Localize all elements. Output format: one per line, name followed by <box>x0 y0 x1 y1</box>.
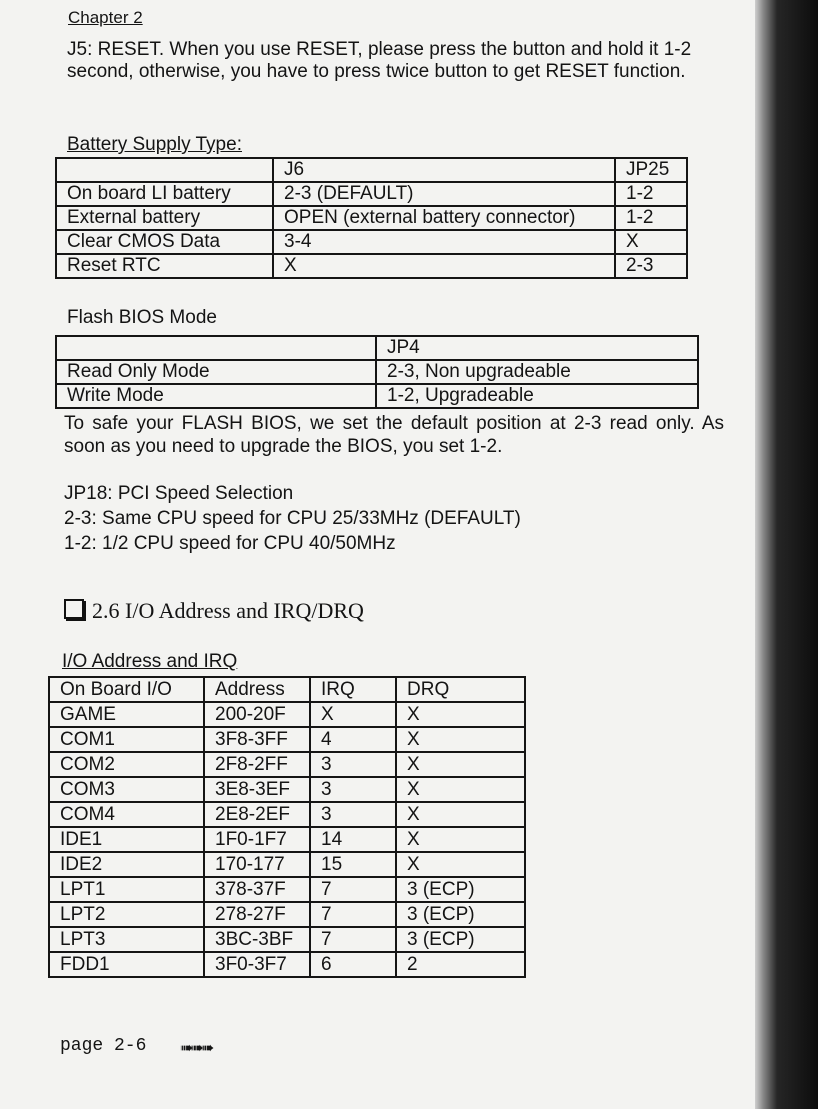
table-cell <box>56 336 376 360</box>
table-row <box>49 952 525 977</box>
table-header-row <box>56 336 698 360</box>
table-cell: X <box>310 702 396 727</box>
jp18-block <box>64 481 521 556</box>
table-cell: Write Mode <box>56 384 376 408</box>
table-cell: 3-4 <box>273 230 615 254</box>
table-cell: JP4 <box>376 336 698 360</box>
table-row <box>49 752 525 777</box>
page-number: page 2-6 <box>60 1036 147 1056</box>
chapter-heading: Chapter 2 <box>68 8 143 27</box>
table-cell: 3 (ECP) <box>396 902 525 927</box>
table-cell: 2-3, Non upgradeable <box>376 360 698 384</box>
table-cell: 378-37F <box>204 877 310 902</box>
table-cell: 3 (ECP) <box>396 927 525 952</box>
table-cell: 170-177 <box>204 852 310 877</box>
table-cell: IDE2 <box>49 852 204 877</box>
table-row <box>49 777 525 802</box>
table-row <box>49 827 525 852</box>
table-row <box>49 727 525 752</box>
jp18-title: JP18: PCI Speed Selection <box>64 483 294 504</box>
flash-table <box>55 335 699 409</box>
table-cell: 3 <box>310 802 396 827</box>
table-cell: COM4 <box>49 802 204 827</box>
table-cell: COM1 <box>49 727 204 752</box>
table-cell: 7 <box>310 902 396 927</box>
table-cell: X <box>396 702 525 727</box>
table-cell: COM3 <box>49 777 204 802</box>
table-cell: LPT2 <box>49 902 204 927</box>
table-row <box>56 206 687 230</box>
table-row <box>56 360 698 384</box>
table-row <box>56 254 687 278</box>
table-cell: On board LI battery <box>56 182 273 206</box>
table-cell: 2-3 (DEFAULT) <box>273 182 615 206</box>
table-row <box>56 384 698 408</box>
table-cell: JP25 <box>615 158 687 182</box>
table-cell: 2F8-2FF <box>204 752 310 777</box>
table-cell: IDE1 <box>49 827 204 852</box>
table-cell: 2-3 <box>615 254 687 278</box>
section-title: I/O Address and IRQ/DRQ <box>125 598 364 623</box>
table-cell: GAME <box>49 702 204 727</box>
table-cell: 3 <box>310 752 396 777</box>
table-cell: 7 <box>310 927 396 952</box>
table-cell: 1-2 <box>615 206 687 230</box>
table-row <box>49 927 525 952</box>
table-cell: COM2 <box>49 752 204 777</box>
table-cell: 3F8-3FF <box>204 727 310 752</box>
io-table-title: I/O Address and IRQ <box>62 651 238 672</box>
table-cell: OPEN (external battery connector) <box>273 206 615 230</box>
table-cell: 3F0-3F7 <box>204 952 310 977</box>
table-cell: 3 (ECP) <box>396 877 525 902</box>
table-cell: On Board I/O <box>49 677 204 702</box>
table-cell: 1F0-1F7 <box>204 827 310 852</box>
table-cell: LPT3 <box>49 927 204 952</box>
table-row <box>56 230 687 254</box>
table-cell: X <box>396 802 525 827</box>
jp18-option: 1-2: 1/2 CPU speed for CPU 40/50MHz <box>64 533 396 554</box>
flash-note-paragraph: To safe your FLASH BIOS, we set the default position at 2-3 read only. As soon as you need to upgrade the BIOS, you set 1-2. <box>64 413 724 457</box>
flash-table-title: Flash BIOS Mode <box>67 307 217 328</box>
table-row <box>49 852 525 877</box>
table-cell: IRQ <box>310 677 396 702</box>
table-cell: 2E8-2EF <box>204 802 310 827</box>
table-header-row <box>56 158 687 182</box>
table-cell: 3E8-3EF <box>204 777 310 802</box>
table-cell: External battery <box>56 206 273 230</box>
table-cell: 14 <box>310 827 396 852</box>
table-row <box>49 702 525 727</box>
table-cell <box>56 158 273 182</box>
table-cell: 15 <box>310 852 396 877</box>
table-cell: 278-27F <box>204 902 310 927</box>
next-page-arrows-icon: ➠➠➠ <box>180 1040 212 1057</box>
table-cell: DRQ <box>396 677 525 702</box>
table-cell: 200-20F <box>204 702 310 727</box>
io-table <box>48 676 526 978</box>
table-cell: Read Only Mode <box>56 360 376 384</box>
table-cell: FDD1 <box>49 952 204 977</box>
table-cell: X <box>273 254 615 278</box>
section-heading <box>64 598 364 624</box>
jp18-option: 2-3: Same CPU speed for CPU 25/33MHz (DEFAULT) <box>64 508 521 529</box>
table-cell: X <box>396 727 525 752</box>
table-cell: Clear CMOS Data <box>56 230 273 254</box>
table-cell: 7 <box>310 877 396 902</box>
table-row <box>56 182 687 206</box>
table-cell: 2 <box>396 952 525 977</box>
table-cell: 3BC-3BF <box>204 927 310 952</box>
table-cell: LPT1 <box>49 877 204 902</box>
table-cell: X <box>396 827 525 852</box>
table-cell: J6 <box>273 158 615 182</box>
table-cell: X <box>615 230 687 254</box>
page-edge-shadow <box>755 0 818 1109</box>
table-cell: 4 <box>310 727 396 752</box>
battery-table <box>55 157 688 279</box>
table-row <box>49 802 525 827</box>
table-cell: X <box>396 752 525 777</box>
table-cell: Address <box>204 677 310 702</box>
table-cell: 1-2 <box>615 182 687 206</box>
table-cell: X <box>396 777 525 802</box>
battery-table-title: Battery Supply Type: <box>67 134 242 155</box>
table-row <box>49 877 525 902</box>
reset-paragraph: J5: RESET. When you use RESET, please press the button and hold it 1-2 second, otherwise, you have to press twice button to get RESET function. <box>67 39 692 82</box>
table-cell: 1-2, Upgradeable <box>376 384 698 408</box>
checkbox-icon <box>64 599 84 619</box>
table-cell: 3 <box>310 777 396 802</box>
table-cell: X <box>396 852 525 877</box>
table-cell: 6 <box>310 952 396 977</box>
section-number: 2.6 <box>92 598 120 623</box>
table-row <box>49 902 525 927</box>
table-cell: Reset RTC <box>56 254 273 278</box>
table-header-row <box>49 677 525 702</box>
